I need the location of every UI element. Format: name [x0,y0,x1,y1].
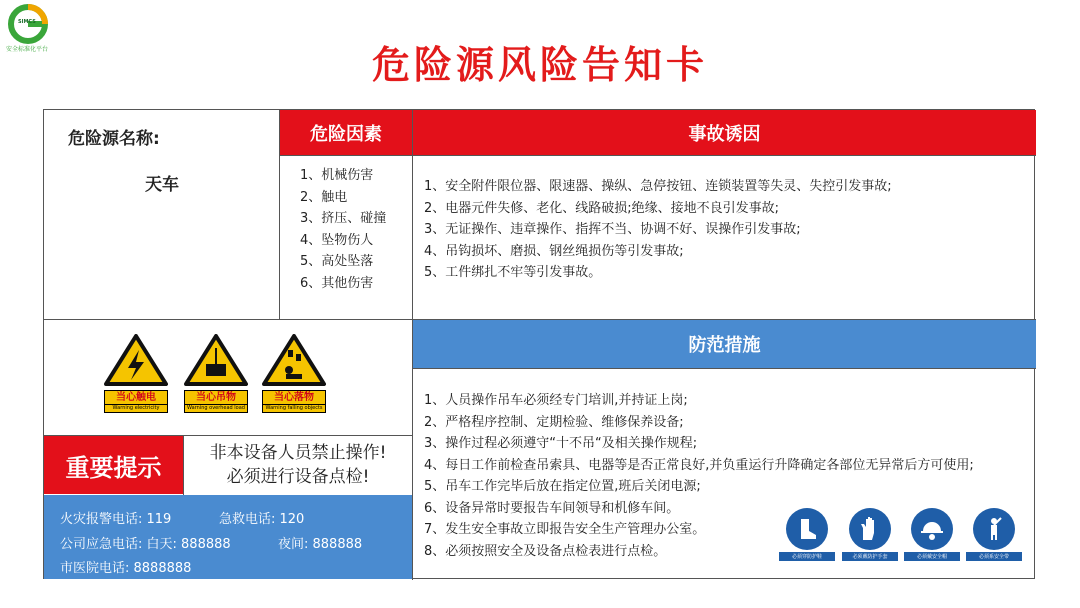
list-item: 7、发生安全事故立即报告安全生产管理办公室。 [424,522,706,537]
company-day-phone: 公司应急电话: 白天: 888888 [60,537,231,552]
logo-caption: 安全标准化平台 [6,46,49,53]
safety-belt-icon [973,508,1015,550]
list-item: 4、坠物伤人 [300,232,374,248]
company-night-phone: 夜间: 888888 [278,537,363,552]
list-item: 1、机械伤害 [300,168,374,183]
safety-helmet-icon [911,508,953,550]
hazard-source-name: 天车 [145,175,179,195]
sign-sublabel: Warning electricity [104,405,168,413]
list-item: 3、挤压、碰撞 [300,211,387,226]
safety-boots-icon [786,508,828,550]
page-title: 危险源风险告知卡 [371,43,708,87]
electric-shock-icon [104,334,168,386]
overhead-load-icon [184,334,248,386]
sign-label: 当心吊物 [184,390,248,405]
important-notice-badge: 重要提示 [44,436,183,494]
ppe-label: 必须系安全带 [966,552,1022,561]
ppe-label: 必须戴安全帽 [904,552,960,561]
list-item: 3、无证操作、违章操作、指挥不当、协调不好、误操作引发事故; [424,222,801,237]
list-item: 6、设备异常时要报告车间领导和机修车间。 [424,500,680,516]
list-item: 2、电器元件失修、老化、线路破损;绝缘、接地不良引发事故; [424,200,780,216]
logo-badge: SIMCS [18,19,36,25]
list-item: 4、吊钩损坏、磨损、钢丝绳损伤等引发事故; [424,243,684,259]
warning-sign-overhead [184,334,248,413]
notice-line: 非本设备人员禁止操作! [209,443,387,463]
list-item: 6、其他伤害 [300,275,374,291]
sign-sublabel: Warning overhead load [184,405,248,413]
accident-causes-header: 事故诱因 [413,110,1036,155]
list-item: 5、工件绑扎不牢等引发事故。 [424,265,602,280]
warning-sign-electric [104,334,168,413]
sign-sublabel: Warning falling objects [262,405,326,413]
list-item: 4、每日工作前检查吊索具、电器等是否正常良好,并负重运行升降确定各部位无异常后方可使用; [424,457,974,473]
list-item: 3、操作过程必须遵守“十不吊“及相关操作规程; [424,436,698,451]
emergency-contacts [44,495,412,579]
risk-factors-header: 危险因素 [280,110,412,155]
hospital-phone: 市医院电话: 8888888 [60,561,192,576]
hazard-source-label: 危险源名称: [68,129,160,149]
notice-line: 必须进行设备点检! [226,467,370,487]
list-item: 5、吊车工作完毕后放在指定位置,班后关闭电源; [424,479,701,494]
risk-factors-list [300,165,386,294]
risk-card [43,109,1035,579]
safety-gloves-icon [849,508,891,550]
list-item: 8、必须按照安全及设备点检表进行点检。 [424,543,667,559]
prevention-header: 防范措施 [413,320,1036,368]
ppe-label: 必须穿防护鞋 [779,552,835,561]
sign-label: 当心落物 [262,390,326,405]
ppe-sign-boots [779,508,835,561]
ambulance-phone: 急救电话: 120 [219,512,305,527]
ppe-sign-belt [966,508,1022,561]
ppe-sign-helmet [904,508,960,561]
important-notice-text [184,441,412,489]
falling-objects-icon [262,334,326,386]
accident-causes-list [424,176,892,284]
warning-sign-falling [262,334,326,413]
list-item: 1、安全附件限位器、限速器、操纵、急停按钮、连锁装置等失灵、失控引发事故; [424,179,892,194]
ppe-label: 必须戴防护手套 [842,552,898,561]
list-item: 2、严格程序控制、定期检验、维修保养设备; [424,414,684,430]
sign-label: 当心触电 [104,390,168,405]
list-item: 5、高处坠落 [300,254,374,269]
list-item: 1、人员操作吊车必须经专门培训,并持证上岗; [424,393,688,408]
list-item: 2、触电 [300,189,348,205]
fire-phone: 火灾报警电话: 119 [60,512,172,527]
ppe-sign-gloves [842,508,898,561]
